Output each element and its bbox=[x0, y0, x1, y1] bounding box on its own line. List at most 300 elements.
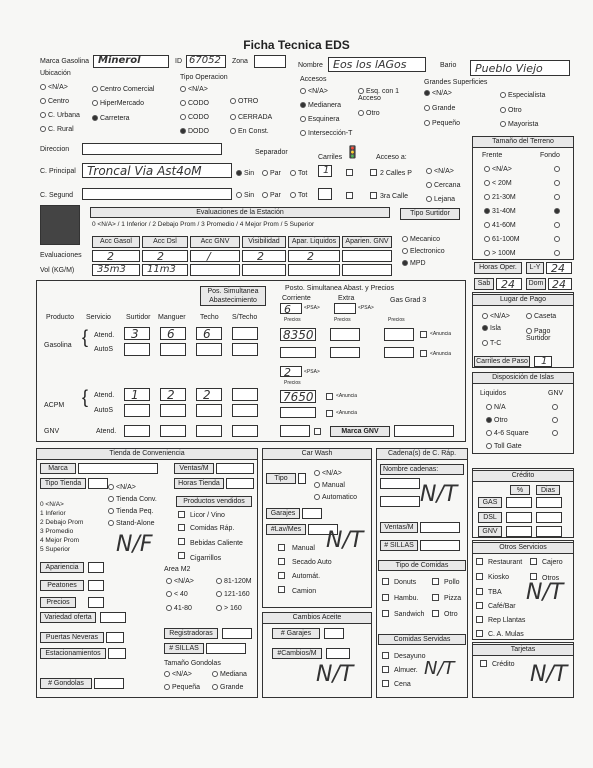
operacion-cerrada[interactable]: CERRADA bbox=[230, 114, 272, 121]
fondo-radio-4[interactable] bbox=[554, 208, 562, 215]
psa-2: <PSA> bbox=[358, 305, 374, 311]
comida-hambu: Hambu. bbox=[394, 595, 419, 602]
servida-almuer-check[interactable] bbox=[382, 666, 389, 673]
fondo-radio-2[interactable] bbox=[554, 180, 562, 187]
eval-acc-dsl-field[interactable]: 2 bbox=[142, 250, 188, 262]
eval-col-apar-liquidos: Apar. Liquidos bbox=[288, 236, 340, 248]
terreno-header: Tamaño del Terreno bbox=[472, 136, 574, 148]
sab-label: Sab bbox=[474, 278, 494, 290]
horas-oper-label: Horas Oper. bbox=[474, 262, 522, 274]
extra-pos-field[interactable] bbox=[334, 303, 356, 314]
acpm-precio-field[interactable]: 7650 bbox=[280, 390, 316, 403]
grad-precio-auto[interactable] bbox=[384, 347, 414, 358]
accesos-esq-1[interactable]: Esq. con 1 Acceso bbox=[358, 88, 400, 102]
pago-tc[interactable]: T-C bbox=[482, 340, 501, 347]
acpm-auto-surtidor[interactable] bbox=[124, 404, 150, 417]
tienda-tipo-conv[interactable]: Tienda Conv. bbox=[108, 496, 157, 503]
producto-cigarrillos: Cigarrillos bbox=[190, 555, 222, 562]
posts-label: Posto. Simultanea Abast. y Precios bbox=[285, 285, 394, 292]
principal-par[interactable]: Par bbox=[262, 170, 281, 177]
car-wash-na[interactable]: <N/A> bbox=[314, 470, 342, 477]
islas-gnv: GNV bbox=[548, 390, 564, 397]
puertas-field[interactable] bbox=[106, 632, 124, 643]
car-wash-tipo-field[interactable] bbox=[298, 473, 306, 484]
svc-kiosko-check[interactable] bbox=[476, 573, 483, 580]
gasolina-auto-techo[interactable] bbox=[196, 343, 222, 356]
svc-kiosko: Kiosko bbox=[488, 574, 510, 581]
precios-3: Precios bbox=[388, 317, 405, 323]
apariencia-field[interactable] bbox=[88, 562, 104, 573]
svc-otros: Otros bbox=[542, 575, 560, 582]
ubicacion-hipermercado[interactable]: HiperMercado bbox=[92, 100, 144, 107]
comida-hambu-check[interactable] bbox=[382, 594, 389, 601]
acpm-anuncia-check-2[interactable] bbox=[326, 410, 333, 417]
eval-acc-gnv-field[interactable]: / bbox=[190, 250, 240, 262]
acpm-anuncia-check-1[interactable] bbox=[326, 393, 333, 400]
acpm-surtidor-field[interactable]: 1 bbox=[124, 388, 150, 401]
servida-cena: Cena bbox=[394, 681, 411, 688]
servidas-nt-handwritten: N/T bbox=[424, 658, 455, 679]
tipo-tienda-label: Tipo Tienda bbox=[40, 478, 86, 489]
segund-label: C. Segund bbox=[40, 192, 74, 199]
gasolina-techo-field[interactable]: 6 bbox=[196, 327, 222, 340]
lav-secado-check[interactable] bbox=[278, 558, 285, 565]
principal-carriles-field[interactable]: 1 bbox=[318, 165, 332, 177]
gasolina-auto-stecho[interactable] bbox=[232, 343, 258, 356]
area-na[interactable]: <N/A> bbox=[166, 578, 194, 585]
grandes-pequeno[interactable]: Pequeño bbox=[424, 120, 460, 127]
svc-cajero: Cajero bbox=[542, 559, 563, 566]
area-label: Area M2 bbox=[164, 566, 191, 573]
barrio-field[interactable] bbox=[470, 60, 570, 76]
islas-gnv-3[interactable] bbox=[552, 430, 560, 437]
calles-2p-check[interactable] bbox=[370, 169, 377, 176]
grandes-grande[interactable]: Grande bbox=[424, 105, 455, 112]
acpm-pos-field[interactable]: 2 bbox=[280, 366, 302, 377]
cambios-m-field[interactable] bbox=[326, 648, 350, 659]
lav-automat: Automát. bbox=[292, 573, 321, 580]
car-wash-header: Car Wash bbox=[262, 448, 372, 460]
comida-donuts-check[interactable] bbox=[382, 578, 389, 585]
svc-cajero-check[interactable] bbox=[530, 558, 537, 565]
gnv-surtidor-field[interactable] bbox=[124, 425, 150, 437]
producto-comidas: Comidas Ráp. bbox=[190, 525, 235, 532]
eval-col-visibilidad: Visibilidad bbox=[242, 236, 286, 248]
gnv-atend: Atend. bbox=[96, 428, 117, 435]
corriente-precio-auto[interactable] bbox=[280, 347, 316, 358]
cadenas-nt-handwritten: N/T bbox=[420, 482, 458, 507]
calle-3ra-check[interactable] bbox=[370, 192, 377, 199]
eval-visibilidad-field[interactable]: 2 bbox=[242, 250, 286, 262]
traffic-light-icon: 🚦 bbox=[345, 145, 360, 159]
acpm-precio-auto[interactable] bbox=[280, 407, 316, 418]
comida-pizza-check[interactable] bbox=[432, 594, 439, 601]
eval-apar-liquidos-field[interactable]: 2 bbox=[288, 250, 340, 262]
direccion-field[interactable] bbox=[82, 143, 222, 155]
tipo-tienda-field[interactable] bbox=[88, 478, 108, 489]
terreno-21-30[interactable]: 21-30M bbox=[484, 194, 516, 201]
vol-field-5[interactable] bbox=[288, 264, 340, 276]
id-field[interactable] bbox=[186, 55, 226, 68]
pago-surtidor[interactable]: Pago Surtidor bbox=[526, 328, 551, 342]
operacion-en-const[interactable]: En Const. bbox=[230, 128, 269, 135]
operacion-dodo[interactable]: DODO bbox=[180, 128, 209, 135]
cambios-garajes-label: # Garajes bbox=[272, 628, 320, 639]
acpm-manguer-field[interactable]: 2 bbox=[160, 388, 186, 401]
gondola-mediana[interactable]: Mediana bbox=[212, 671, 247, 678]
area-41-80[interactable]: 41-80 bbox=[166, 605, 192, 612]
acpm-techo-field[interactable]: 2 bbox=[196, 388, 222, 401]
evaluaciones-scale: 0 <N/A> / 1 Inferior / 2 Debajo Prom / 3 Promedio / 4 Mejor Prom / 5 Superior bbox=[92, 221, 315, 228]
area-121-160[interactable]: 121-160 bbox=[216, 591, 250, 598]
terreno-31-40[interactable]: 31-40M bbox=[484, 208, 516, 215]
ubicacion-na[interactable]: <N/A> bbox=[40, 84, 68, 91]
islas-header: Disposición de Islas bbox=[472, 372, 574, 384]
principal-sin[interactable]: Sin bbox=[236, 170, 254, 177]
islas-otro[interactable]: Otro bbox=[486, 417, 508, 424]
fondo-radio-5[interactable] bbox=[554, 222, 562, 229]
gasolina-label: Gasolina bbox=[44, 342, 72, 349]
principal-label: C. Principal bbox=[40, 168, 76, 175]
gondola-na[interactable]: <N/A> bbox=[164, 671, 192, 678]
islas-na[interactable]: N/A bbox=[486, 404, 506, 411]
extra-precio-field[interactable] bbox=[330, 328, 360, 341]
gasolina-atend: Atend. bbox=[94, 332, 115, 339]
tamano-gondolas-label: Tamaño Gondolas bbox=[164, 660, 221, 667]
producto-bebidas-check[interactable] bbox=[178, 538, 185, 545]
ubicacion-carretera[interactable]: Carretera bbox=[92, 115, 130, 122]
acpm-auto-manguer[interactable] bbox=[160, 404, 186, 417]
car-wash-auto[interactable]: Automatico bbox=[314, 494, 357, 501]
otros-nt-handwritten: N/T bbox=[526, 580, 564, 605]
car-wash-manual[interactable]: Manual bbox=[314, 482, 345, 489]
peatones-field[interactable] bbox=[88, 580, 104, 591]
credito-gas-pct[interactable] bbox=[506, 497, 532, 508]
terreno-20[interactable]: < 20M bbox=[484, 180, 512, 187]
credito-dsl-pct[interactable] bbox=[506, 512, 532, 523]
grad-precio-field[interactable] bbox=[384, 328, 414, 341]
direccion-label: Direccion bbox=[40, 146, 70, 153]
acpm-autos: AutoS bbox=[94, 407, 114, 414]
vol-field-3[interactable] bbox=[190, 264, 240, 276]
tienda-scale-4: 4 Mejor Prom bbox=[40, 537, 80, 544]
cadenas-nombre-field-1[interactable] bbox=[380, 478, 420, 489]
gasolina-auto-surtidor[interactable] bbox=[124, 343, 150, 356]
servida-desayuno: Desayuno bbox=[394, 653, 426, 660]
acpm-auto-techo[interactable] bbox=[196, 404, 222, 417]
surtidor-electronico[interactable]: Electronico bbox=[402, 248, 445, 255]
cambios-nt-handwritten: N/T bbox=[316, 662, 354, 687]
islas-gnv-1[interactable] bbox=[552, 404, 560, 411]
grandes-mayorista[interactable]: Mayorista bbox=[500, 121, 538, 128]
acpm-bracket: { bbox=[82, 387, 89, 407]
area-81-120[interactable]: 81-120M bbox=[216, 578, 252, 585]
svc-llantas: Rep Llantas bbox=[488, 617, 526, 624]
grandes-especialista[interactable]: Especialista bbox=[500, 92, 545, 99]
calle-3ra-label: 3ra Calle bbox=[380, 193, 409, 200]
svc-mulas: C. A. Mulas bbox=[488, 631, 524, 638]
fondo-radio-1[interactable] bbox=[554, 166, 562, 173]
lav-camion-check[interactable] bbox=[278, 586, 285, 593]
puertas-label: Puertas Neveras bbox=[40, 632, 104, 643]
estacionamientos-label: Estacionamientos bbox=[40, 648, 106, 659]
cadenas-ventas-label: Ventas/M bbox=[380, 522, 418, 533]
accesos-na[interactable]: <N/A> bbox=[300, 88, 328, 95]
operacion-codo-2[interactable]: CODO bbox=[180, 114, 209, 121]
pago-isla[interactable]: Isla bbox=[482, 325, 501, 332]
carriles-paso-label: Carriles de Paso bbox=[474, 356, 530, 367]
gasolina-surtidor-field[interactable]: 3 bbox=[124, 327, 150, 340]
variedad-field[interactable] bbox=[100, 612, 126, 623]
cadenas-ventas-field[interactable] bbox=[420, 522, 460, 533]
comidas-servidas-header: Comidas Servidas bbox=[378, 634, 466, 645]
tienda-tipo-stand[interactable]: Stand-Alone bbox=[108, 520, 155, 527]
tarjeta-credito-check[interactable] bbox=[480, 660, 487, 667]
svc-mulas-check[interactable] bbox=[476, 630, 483, 637]
producto-licor-check[interactable] bbox=[178, 511, 185, 518]
ubicacion-label: Ubicación bbox=[40, 70, 71, 77]
cadenas-nombre-field-2[interactable] bbox=[380, 496, 420, 507]
lav-automat-check[interactable] bbox=[278, 572, 285, 579]
corriente-precio-field[interactable]: 8350 bbox=[280, 328, 316, 341]
principal-tot[interactable]: Tot bbox=[290, 170, 307, 177]
svc-otros-check[interactable] bbox=[530, 573, 537, 580]
vol-field-1[interactable]: 35m3 bbox=[92, 264, 140, 276]
producto-cigarrillos-check[interactable] bbox=[178, 552, 185, 559]
precios-1: Precios bbox=[284, 317, 301, 323]
vol-field-2[interactable]: 11m3 bbox=[142, 264, 188, 276]
tarjetas-nt-handwritten: N/T bbox=[530, 662, 568, 687]
acceso-na[interactable]: <N/A> bbox=[426, 168, 454, 175]
vol-field-4[interactable] bbox=[242, 264, 286, 276]
lav-manual-check[interactable] bbox=[278, 544, 285, 551]
registradoras-field[interactable] bbox=[222, 628, 252, 639]
terreno-41-60[interactable]: 41-60M bbox=[484, 222, 516, 229]
estacionamientos-field[interactable] bbox=[108, 648, 126, 659]
servida-cena-check[interactable] bbox=[382, 680, 389, 687]
pago-na[interactable]: <N/A> bbox=[482, 313, 510, 320]
surtidor-mpd[interactable]: MPD bbox=[402, 260, 426, 267]
anuncia-1: <Anuncia bbox=[430, 331, 451, 337]
producto-bebidas: Bebidas Caliente bbox=[190, 540, 243, 547]
islas-gnv-2[interactable] bbox=[552, 417, 560, 424]
segund-sin[interactable]: Sin bbox=[236, 192, 254, 199]
gondola-grande[interactable]: Grande bbox=[212, 684, 243, 691]
fondo-radio-6[interactable] bbox=[554, 236, 562, 243]
principal-field[interactable] bbox=[82, 163, 232, 178]
terreno-fondo: Fondo bbox=[540, 152, 560, 159]
garajes-field[interactable] bbox=[302, 508, 322, 519]
area-160[interactable]: > 160 bbox=[216, 605, 242, 612]
svc-llantas-check[interactable] bbox=[476, 616, 483, 623]
vol-label: Vol (KG/M) bbox=[40, 267, 75, 274]
gondola-pequena[interactable]: Pequeña bbox=[164, 684, 200, 691]
ly-label: L-Y bbox=[526, 262, 544, 274]
islas-toll[interactable]: Toll Gate bbox=[486, 443, 522, 450]
nombre-field[interactable] bbox=[328, 57, 426, 72]
ly-field[interactable]: 24 bbox=[546, 262, 572, 274]
ubicacion-rural[interactable]: C. Rural bbox=[40, 126, 74, 133]
operacion-codo[interactable]: CODO bbox=[180, 100, 209, 107]
principal-value: Troncal Via Ast4oM bbox=[87, 164, 202, 178]
tienda-scale-2: 2 Debajo Prom bbox=[40, 519, 84, 526]
producto-licor: Licor / Vino bbox=[190, 512, 225, 519]
tienda-scale-1: 1 Inferior bbox=[40, 510, 66, 517]
ubicacion-centro-comercial[interactable]: Centro Comercial bbox=[92, 86, 154, 93]
dom-field[interactable]: 24 bbox=[548, 278, 572, 290]
corriente-pos-field[interactable]: 6 bbox=[280, 303, 302, 314]
operacion-otro[interactable]: OTRO bbox=[230, 98, 258, 105]
marca-gnv-field[interactable] bbox=[394, 425, 454, 437]
svc-tba-check[interactable] bbox=[476, 588, 483, 595]
segund-carriles-field[interactable] bbox=[318, 188, 332, 200]
credito-header: Crédito bbox=[472, 470, 574, 482]
credito-gas-label: GAS bbox=[478, 497, 502, 508]
gnv-stecho-field[interactable] bbox=[232, 425, 258, 437]
terreno-100[interactable]: > 100M bbox=[484, 250, 516, 257]
nombre-cadenas-label: Nombre cadenas: bbox=[380, 464, 464, 475]
acceso-cercana[interactable]: Cercana bbox=[426, 182, 460, 189]
tienda-sillas-field[interactable] bbox=[206, 643, 246, 654]
gnv-row-label: GNV bbox=[44, 428, 60, 435]
segund-par[interactable]: Par bbox=[262, 192, 281, 199]
surtidor-mecanico[interactable]: Mecanico bbox=[402, 236, 440, 243]
carriles-paso-field[interactable]: 1 bbox=[534, 356, 552, 367]
acpm-stecho-field[interactable] bbox=[232, 388, 258, 401]
surtidor-label: Surtidor bbox=[126, 314, 151, 321]
acpm-auto-stecho[interactable] bbox=[232, 404, 258, 417]
precios-4: Precios bbox=[284, 380, 301, 386]
pos-simultanea-header: Pos. Simultanea Abastecimiento bbox=[200, 286, 266, 306]
fondo-radio-7[interactable] bbox=[554, 250, 562, 257]
tarjeta-credito: Crédito bbox=[492, 661, 515, 668]
tienda-header: Tienda de Conveniencia bbox=[36, 448, 258, 460]
tienda-marca-field[interactable] bbox=[78, 463, 158, 474]
comida-otro-check[interactable] bbox=[432, 610, 439, 617]
producto-comidas-check[interactable] bbox=[178, 524, 185, 531]
precios-field[interactable] bbox=[88, 597, 104, 608]
marca-field[interactable] bbox=[93, 55, 169, 68]
eval-col-acc-gnv: Acc GNV bbox=[190, 236, 240, 248]
peatones-label: Peatones bbox=[40, 580, 84, 591]
comida-sandwich-check[interactable] bbox=[382, 610, 389, 617]
precios-2: Precios bbox=[334, 317, 351, 323]
marca-value: Minerol bbox=[98, 55, 141, 66]
eval-col-acc-dsl: Acc Dsl bbox=[142, 236, 188, 248]
terreno-na[interactable]: <N/A> bbox=[484, 166, 512, 173]
gasolina-manguer-field[interactable]: 6 bbox=[160, 327, 186, 340]
evaluaciones-row-label: Evaluaciones bbox=[40, 252, 82, 259]
accesos-medianera[interactable]: Medianera bbox=[300, 102, 341, 109]
gondolas-field[interactable] bbox=[94, 678, 124, 689]
segund-carriles-check[interactable] bbox=[346, 192, 353, 199]
anuncia-check-1[interactable] bbox=[420, 331, 427, 338]
page-title: Ficha Tecnica EDS bbox=[243, 38, 350, 52]
comida-pollo-check[interactable] bbox=[432, 578, 439, 585]
comida-donuts: Donuts bbox=[394, 579, 417, 586]
otros-servicios-header: Otros Servicios bbox=[472, 542, 574, 554]
pago-caseta[interactable]: Caseta bbox=[526, 313, 556, 320]
islas-square[interactable]: 4-6 Square bbox=[486, 430, 529, 437]
zona-field[interactable] bbox=[254, 55, 286, 68]
lugar-pago-header: Lugar de Pago bbox=[472, 294, 574, 306]
svc-restaurant: Restaurant bbox=[488, 559, 523, 566]
svc-restaurant-check[interactable] bbox=[476, 558, 483, 565]
credito-dsl-dias[interactable] bbox=[536, 512, 562, 523]
accesos-interseccion[interactable]: Intersección-T bbox=[300, 130, 352, 137]
zona-label: Zona bbox=[232, 58, 248, 65]
ubicacion-centro[interactable]: Centro bbox=[40, 98, 69, 105]
segund-tot[interactable]: Tot bbox=[290, 192, 307, 199]
anuncia-check-2[interactable] bbox=[420, 350, 427, 357]
principal-carriles-check[interactable] bbox=[346, 169, 353, 176]
tienda-sillas-label: # SILLAS bbox=[164, 643, 204, 654]
operacion-na[interactable]: <N/A> bbox=[180, 86, 208, 93]
tienda-ventas-field[interactable] bbox=[216, 463, 254, 474]
credito-gnv-dias[interactable] bbox=[536, 526, 562, 537]
servicio-label: Servicio bbox=[86, 314, 111, 321]
accesos-esquinera[interactable]: Esquinera bbox=[300, 116, 340, 123]
svc-cafe-check[interactable] bbox=[476, 602, 483, 609]
servida-desayuno-check[interactable] bbox=[382, 652, 389, 659]
credito-dias-label: Dias bbox=[536, 485, 560, 495]
tienda-tipo-na[interactable]: <N/A> bbox=[108, 484, 136, 491]
id-value: 67052 bbox=[189, 55, 221, 66]
cambios-garajes-field[interactable] bbox=[324, 628, 344, 639]
precios-label: Precios bbox=[40, 597, 76, 608]
tienda-tipo-peq[interactable]: Tienda Peq. bbox=[108, 508, 154, 515]
eval-col-aparien-gnv: Aparien. GNV bbox=[342, 236, 392, 248]
accesos-otro[interactable]: Otro bbox=[358, 110, 380, 117]
terreno-61-100[interactable]: 61-100M bbox=[484, 236, 520, 243]
gnv-manguer-field[interactable] bbox=[160, 425, 186, 437]
calles-2p-label: 2 Calles P bbox=[380, 170, 412, 177]
comida-otro: Otro bbox=[444, 611, 458, 618]
vol-field-6[interactable] bbox=[342, 264, 392, 276]
grandes-na[interactable]: <N/A> bbox=[424, 90, 452, 97]
credito-gas-dias[interactable] bbox=[536, 497, 562, 508]
extra-label: Extra bbox=[338, 295, 355, 302]
gasolina-auto-manguer[interactable] bbox=[160, 343, 186, 356]
credito-gnv-pct[interactable] bbox=[506, 526, 532, 537]
sab-field[interactable]: 24 bbox=[496, 278, 522, 290]
gnv-techo-field[interactable] bbox=[196, 425, 222, 437]
eval-col-acc-gasol: Acc Gasol bbox=[92, 236, 140, 248]
eval-acc-gasol-field[interactable]: 2 bbox=[92, 250, 140, 262]
eval-aparien-gnv-field[interactable] bbox=[342, 250, 392, 262]
techo-label: Techo bbox=[200, 314, 219, 321]
gasolina-autos: AutoS bbox=[94, 346, 114, 353]
tienda-scale-3: 3 Promedio bbox=[40, 528, 74, 535]
cambios-header: Cambios Aceite bbox=[262, 612, 372, 624]
grandes-label: Grandes Superficies bbox=[424, 79, 488, 86]
area-40[interactable]: < 40 bbox=[166, 591, 188, 598]
cadenas-sillas-field[interactable] bbox=[420, 540, 460, 551]
segund-field[interactable] bbox=[82, 188, 232, 200]
tienda-marca-label: Marca bbox=[40, 463, 76, 474]
gnv-anuncia-check[interactable] bbox=[314, 428, 321, 435]
acceso-lejana[interactable]: Lejana bbox=[426, 196, 455, 203]
extra-precio-auto[interactable] bbox=[330, 347, 360, 358]
grandes-otro[interactable]: Otro bbox=[500, 107, 522, 114]
gnv-precio-field[interactable] bbox=[280, 425, 310, 437]
gasolina-stecho-field[interactable] bbox=[232, 327, 258, 340]
separador-label: Separador bbox=[255, 149, 288, 156]
ubicacion-urbana[interactable]: C. Urbana bbox=[40, 112, 80, 119]
fondo-radio-3[interactable] bbox=[554, 194, 562, 201]
horas-tienda-field[interactable] bbox=[226, 478, 254, 489]
cambios-m-label: #Cambios/M bbox=[272, 648, 322, 659]
